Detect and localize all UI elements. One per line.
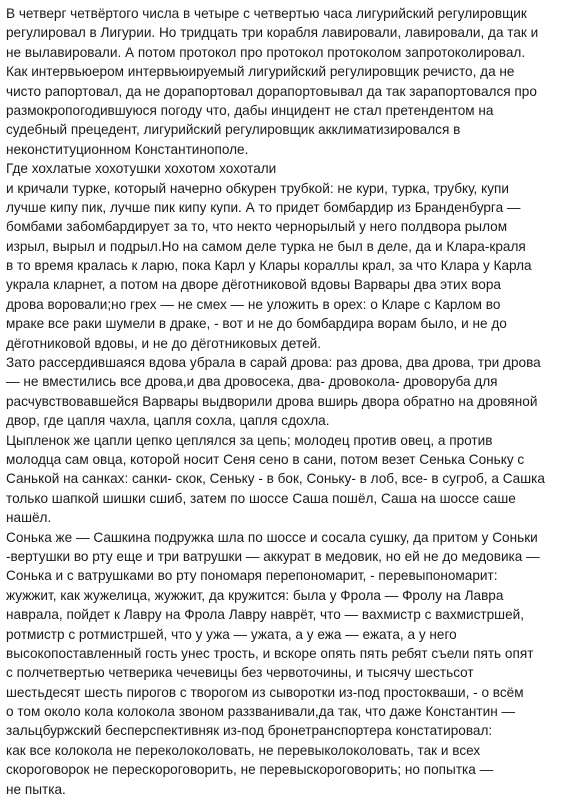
text-line: дёготниковой вдовы, и не до дёготниковых детей. — [6, 335, 321, 351]
text-line: Цыпленок же цапли цепко цеплялся за цепь; молодец против овец, а против — [6, 432, 493, 448]
text-line: мраке все раки шумели в драке, - вот и не до бомбардира ворам было, и не до — [6, 316, 507, 332]
text-line: — не вместились все дрова,и два дровосека, два- дровокола- дроворуба для — [6, 374, 498, 390]
text-line: расчувствовавшейся Варвары выдворили дрова вширь двора обратно на дровяной — [6, 393, 538, 409]
text-line: и кричали турке, который начерно обкурен трубкой: не кури, турка, трубку, купи — [6, 180, 509, 196]
text-line: с полчетвертью четверика чечевицы без червоточины, и тысячу шестьсот — [6, 665, 474, 681]
text-line: наврала, пойдет к Лавру на Фрола Лавру наврёт, что — вахмистр с вахмистршей, — [6, 607, 525, 623]
text-line: В четверг четвёртого числа в четыре с четвертью часа лигурийский регулировщик — [6, 6, 527, 21]
text-line: скороговорок не перескороговорить, не перевыскороговорить; но попытка — — [6, 762, 494, 778]
text-line: не пытка. — [6, 781, 66, 797]
text-line: ротмистр с ротмистршей, что у ужа — ужата, а у ежа — ежата, а у него — [6, 626, 457, 642]
text-line: двор, где цапля чахла, цапля сохла, цапля сдохла. — [6, 413, 330, 429]
text-line: неконституционном Константинополе. — [6, 141, 249, 157]
text-line: нашёл. — [6, 510, 52, 526]
text-line: изрыл, вырыл и подрыл.Но на самом деле турка не был в деле, да и Клара-краля — [6, 238, 526, 254]
text-line: Как интервьюером интервьюируемый лигурийский регулировщик речисто, да не — [6, 64, 515, 80]
text-line: не вылавировали. А потом протокол про протокол протоколом запротоколировал. — [6, 44, 526, 60]
text-line: судебный прецедент, лигурийский регулировщик акклиматизировался в — [6, 122, 461, 138]
text-line: лучше кипу пик, лучше пик кипу купи. А то придет бомбардир из Бранденбурга — — [6, 199, 521, 215]
text-line: Где хохлатые хохотушки хохотом хохотали — [6, 161, 277, 177]
text-line: высокопоставленный гость унес трость, и вскоре опять пять ребят съели пять опят — [6, 645, 534, 661]
document-body — [6, 4, 575, 799]
text-line: шестьдесят шесть пирогов с творогом из сыворотки из-под простокваши, - о всём — [6, 684, 524, 700]
text-line: только шапкой шишки сшиб, затем по шоссе Саша пошёл, Саша на шоссе саше — [6, 490, 516, 506]
text-line: -вертушки во рту еще и три ватрушки — аккурат в медовик, но ей не до медовика — — [6, 548, 540, 564]
text-line: в то время кралась к ларю, пока Карл у Клары кораллы крал, за что Клара у Карла — [6, 258, 532, 274]
text-line: Санькой на санках: санки- скок, Сеньку - в бок, Соньку- в лоб, все- в сугроб, а Сашка — [6, 471, 545, 487]
text-line: молодца сам овца, которой носит Сеня сено в сани, потом везет Сенька Соньку с — [6, 451, 525, 467]
text-line: о том около кола колокола звоном раззванивали,да так, что даже Константин — — [6, 704, 516, 720]
text-line: жужжит, как жужелица, жужжит, да кружится: была у Фрола — Фролу на Лавра — [6, 587, 504, 603]
text-line: Сонька и с ватрушками во рту пономаря перепономарит, - перевыпономарит: — [6, 568, 498, 584]
text-line: регулировал в Лигурии. Но тридцать три корабля лавировали, лавировали, да так и — [6, 25, 539, 41]
text-line: дрова воровали;но грех — не смех — не уложить в орех: о Кларе с Карлом во — [6, 296, 501, 312]
text-line: Зато рассердившаяся вдова убрала в сарай дрова: раз дрова, два дрова, три дрова — [6, 355, 541, 371]
text-line: бомбами забомбардирует за то, что некто чернорылый у него полдвора рылом — [6, 219, 508, 235]
text-line: украла кларнет, а потом на дворе дёготниковой вдовы Варвары два этих вора — [6, 277, 501, 293]
text-line: Сонька же — Сашкина подружка шла по шоссе и сосала сушку, да притом у Соньки — [6, 529, 538, 545]
text-line: чисто рапортовал, да не дорапортовал дорапортовывал да так зарапортовался про — [6, 83, 537, 99]
text-line: размокропогодившуюся погоду что, дабы инцидент не стал претендентом на — [6, 102, 494, 118]
text-line: зальцбуржский бесперспективняк из-под бронетранспортера констатировал: — [6, 723, 493, 739]
text-line: как все колокола не переколоколовать, не перевыколоколовать, так и всех — [6, 742, 481, 758]
